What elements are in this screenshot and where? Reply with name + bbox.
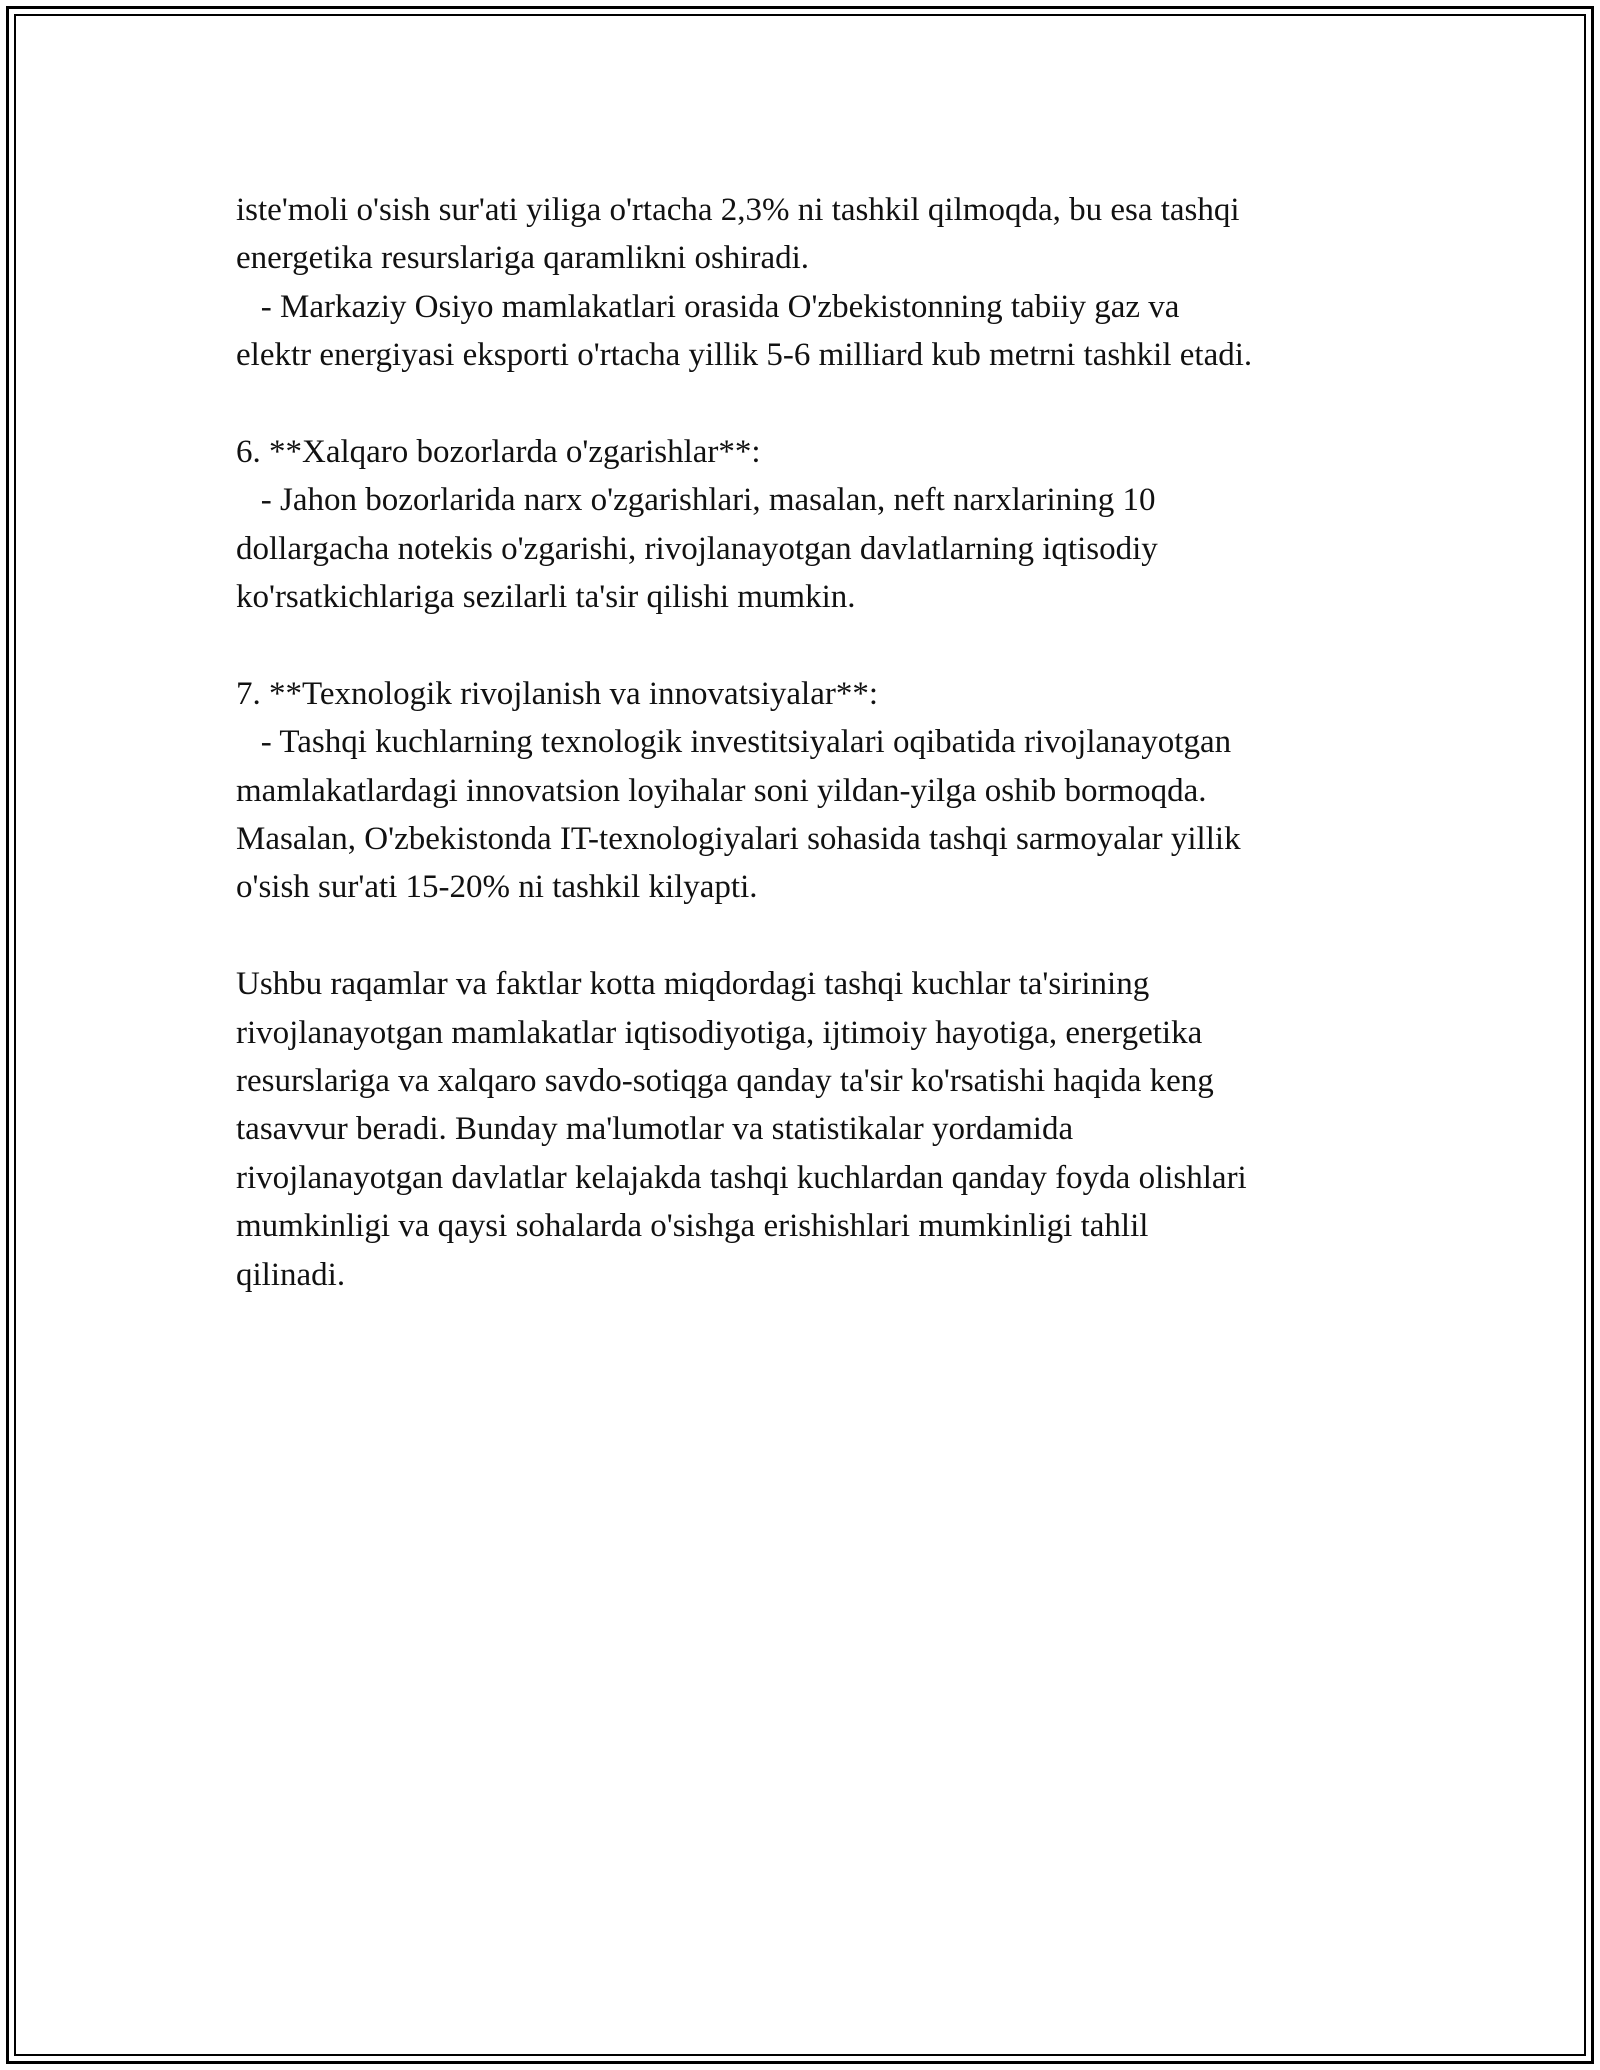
- text-line: dollargacha notekis o'zgarishi, rivojlanayotgan davlatlarning iqtisodiy: [236, 530, 1158, 567]
- text-line: elektr energiyasi eksporti o'rtacha yillik 5-6 milliard kub metrni tashkil etadi.: [236, 337, 1253, 374]
- conclusion-line: mumkinligi va qaysi sohalarda o'sishga erishishlari mumkinligi tahlil: [236, 1208, 1149, 1245]
- conclusion-line: qilinadi.: [236, 1256, 346, 1293]
- document-body: [236, 186, 1416, 1299]
- blank-line: [236, 912, 1416, 960]
- conclusion-line: rivojlanayotgan davlatlar kelajakda tashqi kuchlardan qanday foyda olishlari: [236, 1159, 1247, 1196]
- text-line: iste'moli o'sish sur'ati yiliga o'rtacha 2,3% ni tashkil qilmoqda, bu esa tashqi: [236, 192, 1240, 228]
- text-line: - Jahon bozorlarida narx o'zgarishlari, masalan, neft narxlarining 10: [236, 482, 1156, 519]
- text-line: Masalan, O'zbekistonda IT-texnologiyalari sohasida tashqi sarmoyalar yillik: [236, 821, 1241, 858]
- conclusion-line: rivojlanayotgan mamlakatlar iqtisodiyotiga, ijtimoiy hayotiga, energetika: [236, 1014, 1203, 1051]
- text-line: o'sish sur'ati 15-20% ni tashkil kilyapti.: [236, 869, 758, 906]
- text-line: energetika resurslariga qaramlikni oshiradi.: [236, 240, 810, 277]
- blank-line: [236, 380, 1416, 428]
- text-line: mamlakatlardagi innovatsion loyihalar soni yildan-yilga oshib bormoqda.: [236, 772, 1207, 809]
- section-heading-6: 6. **Xalqaro bozorlarda o'zgarishlar**:: [236, 433, 761, 470]
- text-line: - Tashqi kuchlarning texnologik investitsiyalari oqibatida rivojlanayotgan: [236, 724, 1232, 761]
- conclusion-line: tasavvur beradi. Bunday ma'lumotlar va statistikalar yordamida: [236, 1111, 1074, 1148]
- blank-line: [236, 622, 1416, 670]
- text-line: - Markaziy Osiyo mamlakatlari orasida O'zbekistonning tabiiy gaz va: [236, 288, 1180, 325]
- conclusion-line: Ushbu raqamlar va faktlar kotta miqdordagi tashqi kuchlar ta'sirining: [236, 966, 1150, 1003]
- text-line: ko'rsatkichlariga sezilarli ta'sir qilishi mumkin.: [236, 579, 856, 616]
- conclusion-line: resurslariga va xalqaro savdo-sotiqga qanday ta'sir ko'rsatishi haqida keng: [236, 1063, 1214, 1100]
- section-heading-7: 7. **Texnologik rivojlanish va innovatsiyalar**:: [236, 675, 879, 712]
